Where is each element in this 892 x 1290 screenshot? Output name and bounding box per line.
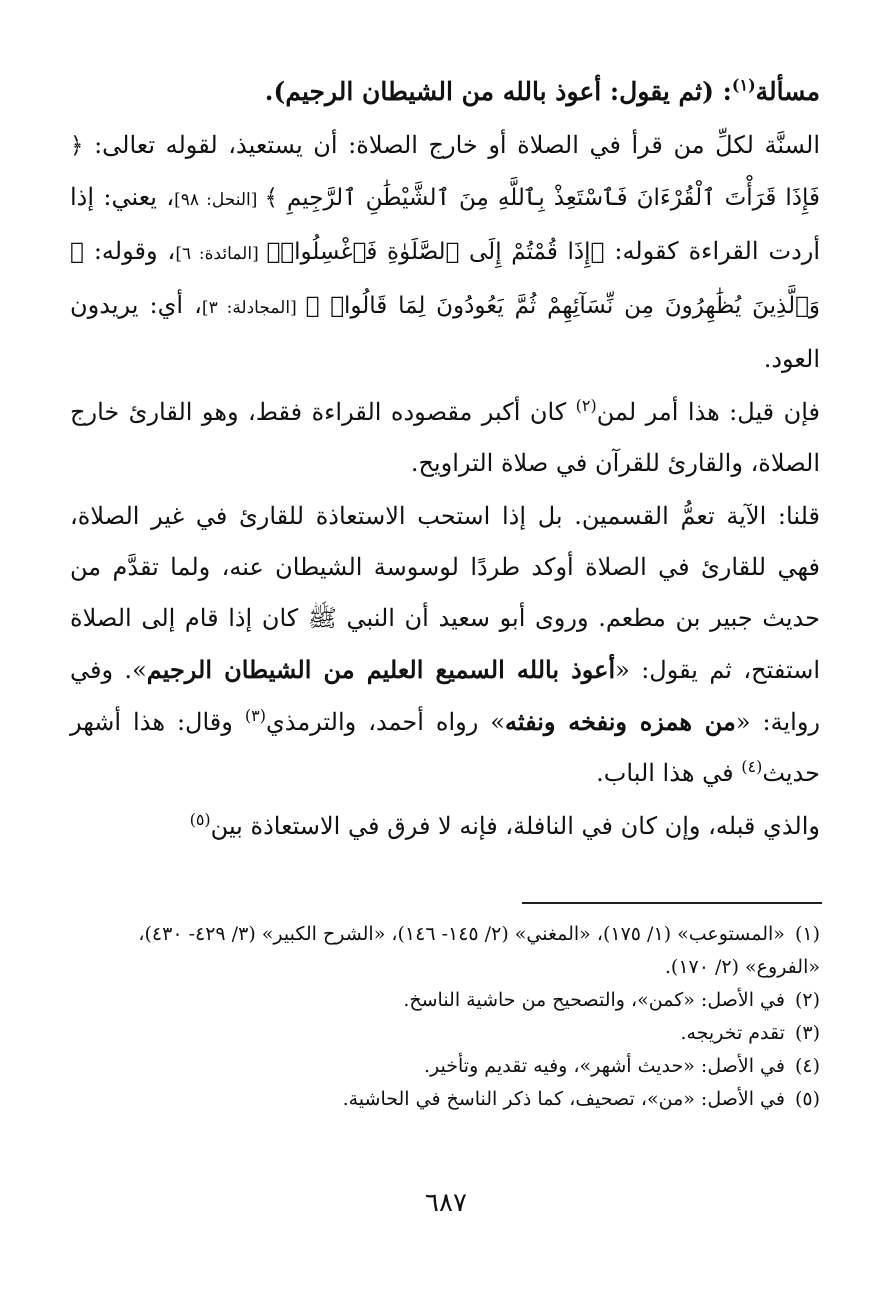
paragraph-1-text-d: ، أي: يريدون العود. — [70, 291, 820, 373]
page-number: ٦٨٧ — [425, 1188, 467, 1218]
paragraph-4 — [70, 801, 820, 852]
verse-reference-mujadila: [المجادلة: ٣] — [201, 298, 306, 318]
heading-label: مسألة — [755, 77, 820, 106]
quran-verse-maida: ﴿إِذَا قُمْتُمْ إِلَى ٱلصَّلَوٰةِ فَٱغْسِلُوا۟﴾ — [266, 239, 605, 265]
quran-verse-mujadila: ﴿ وَٱلَّذِينَ يُظَٰهِرُونَ مِن نِّسَآئِهِمْ ثُمَّ يَعُودُونَ لِمَا قَالُوا۟ ﴾ — [70, 239, 820, 319]
paragraph-3-text-g: في هذا الباب. — [596, 759, 742, 787]
footnote-ref-5[interactable]: (٥) — [189, 810, 211, 829]
footnote-number: (٤) — [794, 1055, 820, 1077]
paragraph-3-text-a: قلنا: الآية تعمُّ القسمين. بل إذا استحب الاستعاذة للقارئ في غير الصلاة، فهي للقارئ في الصلاة أوكد طردًا لوسوسة الشيطان عنه، ولما تقدَّم من حديث جبير بن مطعم. وروى أبو سعيد أن النبي ﷺ كان إذا قام إلى الصلاة استفتح، ثم يقول: « — [70, 502, 820, 684]
paragraph-1-text-c: ، وقوله: — [83, 237, 176, 265]
paragraph-1-text-a: السنَّة لكلِّ من قرأ في الصلاة أو خارج الصلاة: أن يستعيذ، لقوله تعالى: — [83, 131, 820, 159]
footnote-number: (٣) — [794, 1022, 820, 1044]
page-body — [70, 64, 820, 854]
footnote-text: في الأصل: «كمن»، والتصحيح من حاشية الناسخ. — [403, 989, 785, 1011]
footnote-item — [70, 1017, 820, 1050]
verse-reference-nahl: [النحل: ٩٨] — [174, 190, 265, 210]
paragraph-2-text-b: كان أكبر مقصوده القراءة فقط، وهو القارئ خارج الصلاة، والقارئ للقرآن في صلاة التراويح. — [70, 398, 820, 477]
footnote-text: في الأصل: «حديث أشهر»، وفيه تقديم وتأخير. — [424, 1055, 785, 1077]
heading-text: : (ثم يقول: أعوذ بالله من الشيطان الرجيم). — [264, 77, 732, 106]
paragraph-3-text-e: » رواه أحمد، والترمذي — [265, 708, 505, 736]
paragraph-1-text-b: ، يعني: إذا أردت القراءة كقوله: — [70, 183, 821, 265]
footnote-divider — [522, 902, 822, 904]
footnote-item — [70, 1083, 820, 1116]
section-heading — [70, 64, 820, 120]
paragraph-3 — [70, 491, 820, 799]
paragraph-4-text-a: والذي قبله، وإن كان في النافلة، فإنه لا فرق في الاستعاذة بين — [210, 812, 820, 840]
paragraph-1 — [70, 120, 820, 385]
footnote-item — [70, 1050, 820, 1083]
footnote-ref-2[interactable]: (٢) — [575, 396, 597, 415]
footnote-number: (٢) — [794, 989, 820, 1011]
quran-verse-nahl: ﴿ فَإِذَا قَرَأْتَ ٱلْقُرْءَانَ فَٱسْتَعِذْ بِٱللَّهِ مِنَ ٱلشَّيْطَٰنِ ٱلرَّجِيمِ ﴾ — [70, 133, 820, 211]
footnote-text: في الأصل: «من»، تصحيف، كما ذكر الناسخ في الحاشية. — [342, 1088, 785, 1110]
paragraph-3-text-c: ». وفي رواية: « — [70, 656, 821, 736]
verse-reference-maida: [المائدة: ٦] — [175, 244, 267, 264]
paragraph-3-text-f: وقال: هذا أشهر حديث — [70, 708, 820, 787]
footnote-text: «المستوعب» (١/ ١٧٥)، «المغني» (٢/ ١٤٥- ١٤٦)، «الشرح الكبير» (٣/ ٤٢٩- ٤٣٠)، «الفروع» (٢/ ١٧٠). — [138, 923, 820, 978]
footnote-item — [70, 984, 820, 1017]
footnote-text: تقدم تخريجه. — [680, 1022, 785, 1044]
footnote-item — [70, 918, 820, 984]
footnotes-section — [70, 918, 820, 1116]
footnote-ref-4[interactable]: (٤) — [741, 757, 763, 776]
footnote-ref-3[interactable]: (٣) — [244, 706, 266, 725]
footnote-number: (٥) — [794, 1088, 820, 1110]
paragraph-2-text-a: فإن قيل: هذا أمر لمن — [596, 398, 820, 426]
footnote-ref-1[interactable]: (١) — [731, 75, 756, 95]
paragraph-2 — [70, 387, 820, 489]
hadith-quote-1: أعوذ بالله السميع العليم من الشيطان الرجيم — [146, 655, 616, 684]
footnote-number: (١) — [794, 923, 820, 945]
hadith-quote-2: من همزه ونفخه ونفثه — [505, 707, 736, 736]
